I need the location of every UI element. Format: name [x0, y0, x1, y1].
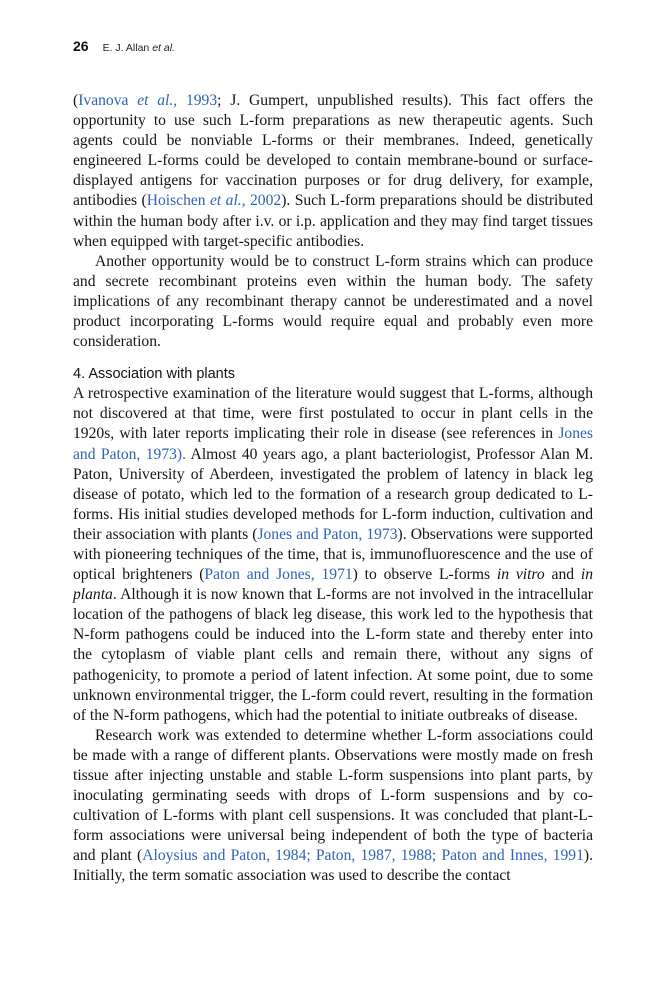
paragraph-2: Another opportunity would be to construct L-form strains which can produce and secrete recombinant proteins even within the human body. The safety implications of any recombinant therapy cannot be underestimated and a novel product incorporating L-forms would require equal and probably even more consideration. [73, 252, 593, 351]
citation-etal: et al. [210, 192, 242, 210]
text-run: ) to observe L-forms [352, 566, 497, 584]
citation-link-jones-paton-2[interactable]: Jones and Paton, 1973 [257, 525, 398, 543]
text-run: ( [73, 92, 79, 109]
italic-term: in vitro [496, 566, 545, 584]
running-authors [103, 42, 175, 54]
text-run: A retrospective examination of the literature would suggest that L-forms, although not discovered at that time, were first postulated to occur in plant cells in the 1920s, with later reports implicating their role in disease (see references in [73, 385, 593, 443]
running-authors-names: E. J. Allan [102, 42, 150, 54]
citation-link-hoischen[interactable] [147, 192, 282, 209]
page-number: 26 [73, 38, 89, 54]
citation-text: Ivanova [78, 92, 138, 109]
text-run: ; J. Gumpert, unpublished results). This fact offers the opportunity to use such L-form preparations as new therapeutic agents. Such agents could be nonviable L-forms or their membranes. Indeed, genetically engineered L-forms could be developed to contain membrane-bound or surface-displayed antigens for vaccination purposes or for drug delivery, for example, antibodies ( [73, 92, 594, 210]
text-run: ). Initially, the term somatic association was used to describe the contact [73, 847, 593, 885]
citation-year: , 2002 [241, 192, 282, 210]
italic-term: in planta [73, 566, 594, 604]
paragraph-4 [73, 726, 593, 887]
citation-etal: et al. [137, 92, 174, 109]
paragraph-3 [73, 384, 593, 726]
body-text [73, 91, 593, 887]
text-run: Research work was extended to determine whether L-form associations could be made with a range of different plants. Observations were mostly made on fresh tissue after injecting unstable and stable L-form suspensions into plant parts, by inoculating germinating seeds with drops of L-form suspensions and by co-cultivation of L-forms with plant cell suspensions. It was concluded that plant-L-form associations were universal being independent of both the type of bacteria and plant ( [73, 726, 593, 865]
text-run: Almost 40 years ago, a plant bacteriologist, Professor Alan M. Paton, University of Aberdeen, investigated the problem of latency in black leg disease of potato, which led to the formation of a research group dedicated to L-forms. His initial studies developed methods for L-form induction, cultivation and their association with plants ( [73, 445, 593, 543]
paragraph-1 [73, 91, 593, 252]
text-run: ). Such L-form preparations should be distributed within the human body after i.v. or i.p. application and they may find target tissues when equipped with target-specific antibodies. [73, 192, 594, 250]
citation-link-paton-jones[interactable]: Paton and Jones, 1971 [204, 566, 353, 584]
text-run: . Although it is now known that L-forms are not involved in the intracellular location of the pathogens of black leg disease, this work led to the hypothesis that N-form pathogens could be induced into the L-form state and thereby enter into the cytoplasm of viable plant cells and remain there, without any signs of pathogenicity, to promote a period of latent infection. At some point, due to some unknown environmental trigger, the L-form could revert, resulting in the formation of the N-form pathogens, which had the potential to initiate outbreaks of disease. [73, 586, 593, 724]
citation-link-ivanova[interactable] [78, 92, 217, 109]
running-authors-etal: et al. [152, 42, 175, 54]
text-run: ). Observations were supported with pioneering techniques of the time, that is, immunofluorescence and the use of optical brighteners ( [73, 525, 593, 584]
text-run: and [544, 566, 581, 584]
document-page [73, 0, 593, 1000]
citation-link-jones-paton[interactable]: Jones and Paton, 1973). [73, 425, 593, 463]
running-head [73, 38, 175, 58]
citation-year: , 1993 [173, 92, 218, 109]
section-heading: 4. Association with plants [73, 366, 236, 383]
citation-text: Hoischen [146, 192, 211, 210]
citation-link-aloysius-paton[interactable]: Aloysius and Paton, 1984; Paton, 1987, 1988; Paton and Innes, 1991 [142, 847, 584, 865]
